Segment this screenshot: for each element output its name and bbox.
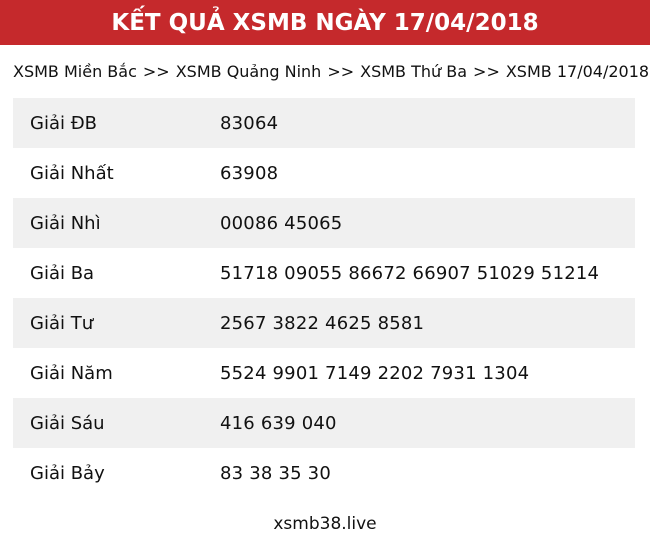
prize-label: Giải Ba xyxy=(30,262,95,284)
prize-numbers: 83064 xyxy=(220,112,279,134)
prize-numbers: 63908 xyxy=(220,162,279,184)
prize-label: Giải Tư xyxy=(30,312,94,334)
prize-label: Giải Nhì xyxy=(30,212,101,234)
prize-label: Giải ĐB xyxy=(30,112,97,134)
table-row-giai-tu xyxy=(13,298,635,348)
page-title: KẾT QUẢ XSMB NGÀY 17/04/2018 xyxy=(111,9,539,36)
prize-numbers: 5524 9901 7149 2202 7931 1304 xyxy=(220,362,530,384)
table-row-giai-nhi xyxy=(13,198,635,248)
prize-label: Giải Năm xyxy=(30,362,113,384)
breadcrumb-link-mien-bac[interactable]: XSMB Miền Bắc xyxy=(13,62,137,81)
breadcrumb-link-quang-ninh[interactable]: XSMB Quảng Ninh xyxy=(175,62,322,81)
breadcrumb-separator: >> xyxy=(473,62,500,81)
prize-label: Giải Nhất xyxy=(30,162,114,184)
site-link[interactable]: xsmb38.live xyxy=(273,514,377,534)
results-table xyxy=(13,98,635,498)
prize-label: Giải Bảy xyxy=(30,462,105,484)
prize-numbers: 51718 09055 86672 66907 51029 51214 xyxy=(220,262,600,284)
table-row-giai-nhat xyxy=(13,148,635,198)
prize-numbers: 83 38 35 30 xyxy=(220,462,331,484)
table-row-giai-nam xyxy=(13,348,635,398)
table-row-giai-db xyxy=(13,98,635,148)
table-row-giai-sau xyxy=(13,398,635,448)
breadcrumb xyxy=(0,45,650,98)
table-row-giai-bay xyxy=(13,448,635,498)
prize-label: Giải Sáu xyxy=(30,412,105,434)
breadcrumb-link-date[interactable]: XSMB 17/04/2018 xyxy=(505,62,650,81)
prize-numbers: 416 639 040 xyxy=(220,412,337,434)
page-header xyxy=(0,0,650,45)
prize-numbers: 2567 3822 4625 8581 xyxy=(220,312,425,334)
prize-numbers: 00086 45065 xyxy=(220,212,343,234)
table-row-giai-ba xyxy=(13,248,635,298)
page-footer xyxy=(0,514,650,534)
breadcrumb-separator: >> xyxy=(142,62,170,81)
breadcrumb-separator: >> xyxy=(327,62,355,81)
breadcrumb-link-thu-ba[interactable]: XSMB Thứ Ba xyxy=(360,62,468,81)
